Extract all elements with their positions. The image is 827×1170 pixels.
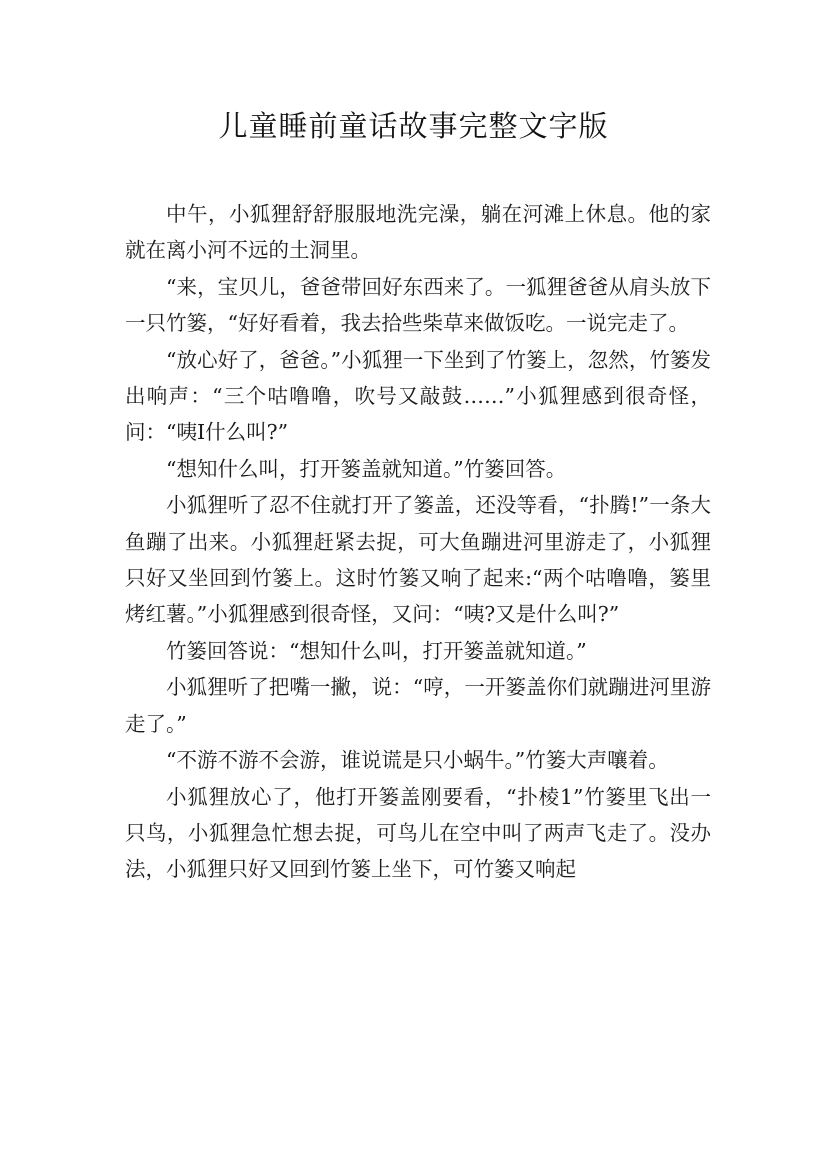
story-paragraph: 小狐狸放心了，他打开篓盖刚要看，“扑棱1”竹篓里飞出一只鸟，小狐狸急忙想去捉，可鸟儿在空中叫了两声飞走了。没办法，小狐狸只好又回到竹篓上坐下，可竹篓又响起 [125,784,711,882]
story-body [125,196,711,888]
story-paragraph: “来，宝贝儿，爸爸带回好东西来了。一狐狸爸爸从肩头放下一只竹篓，“好好看着，我去拾些柴草来做饭吃。一说完走了。 [125,274,711,336]
story-paragraph: 小狐狸听了忍不住就打开了篓盖，还没等看，“扑腾!”一条大鱼蹦了出来。小狐狸赶紧去捉，可大鱼蹦进河里游走了，小狐狸只好又坐回到竹篓上。这时竹篓又响了起来:“两个咕噜噜，篓里烤红薯。”小狐狸感到很奇怪，又问：“咦?又是什么叫?” [125,493,711,627]
story-paragraph: “不游不游不会游，谁说谎是只小蜗牛。”竹篓大声嚷着。 [166,748,669,773]
story-paragraph: “想知什么叫，打开篓盖就知道。”竹篓回答。 [166,456,567,481]
document-title: 儿童睡前童话故事完整文字版 [218,109,609,143]
story-paragraph: 中午，小狐狸舒舒服服地洗完澡，躺在河滩上休息。他的家就在离小河不远的土洞里。 [125,202,711,263]
story-paragraph: 竹篓回答说：“想知什么叫，打开篓盖就知道。” [166,638,587,663]
story-paragraph: 小狐狸听了把嘴一撇，说：“哼，一开篓盖你们就蹦进河里游走了。” [125,675,711,736]
story-paragraph: “放心好了，爸爸。”小狐狸一下坐到了竹篓上，忽然，竹篓发出响声：“三个咕噜噜，吹号又敲鼓……”小狐狸感到很奇怪，问：“咦I什么叫?” [125,347,711,445]
